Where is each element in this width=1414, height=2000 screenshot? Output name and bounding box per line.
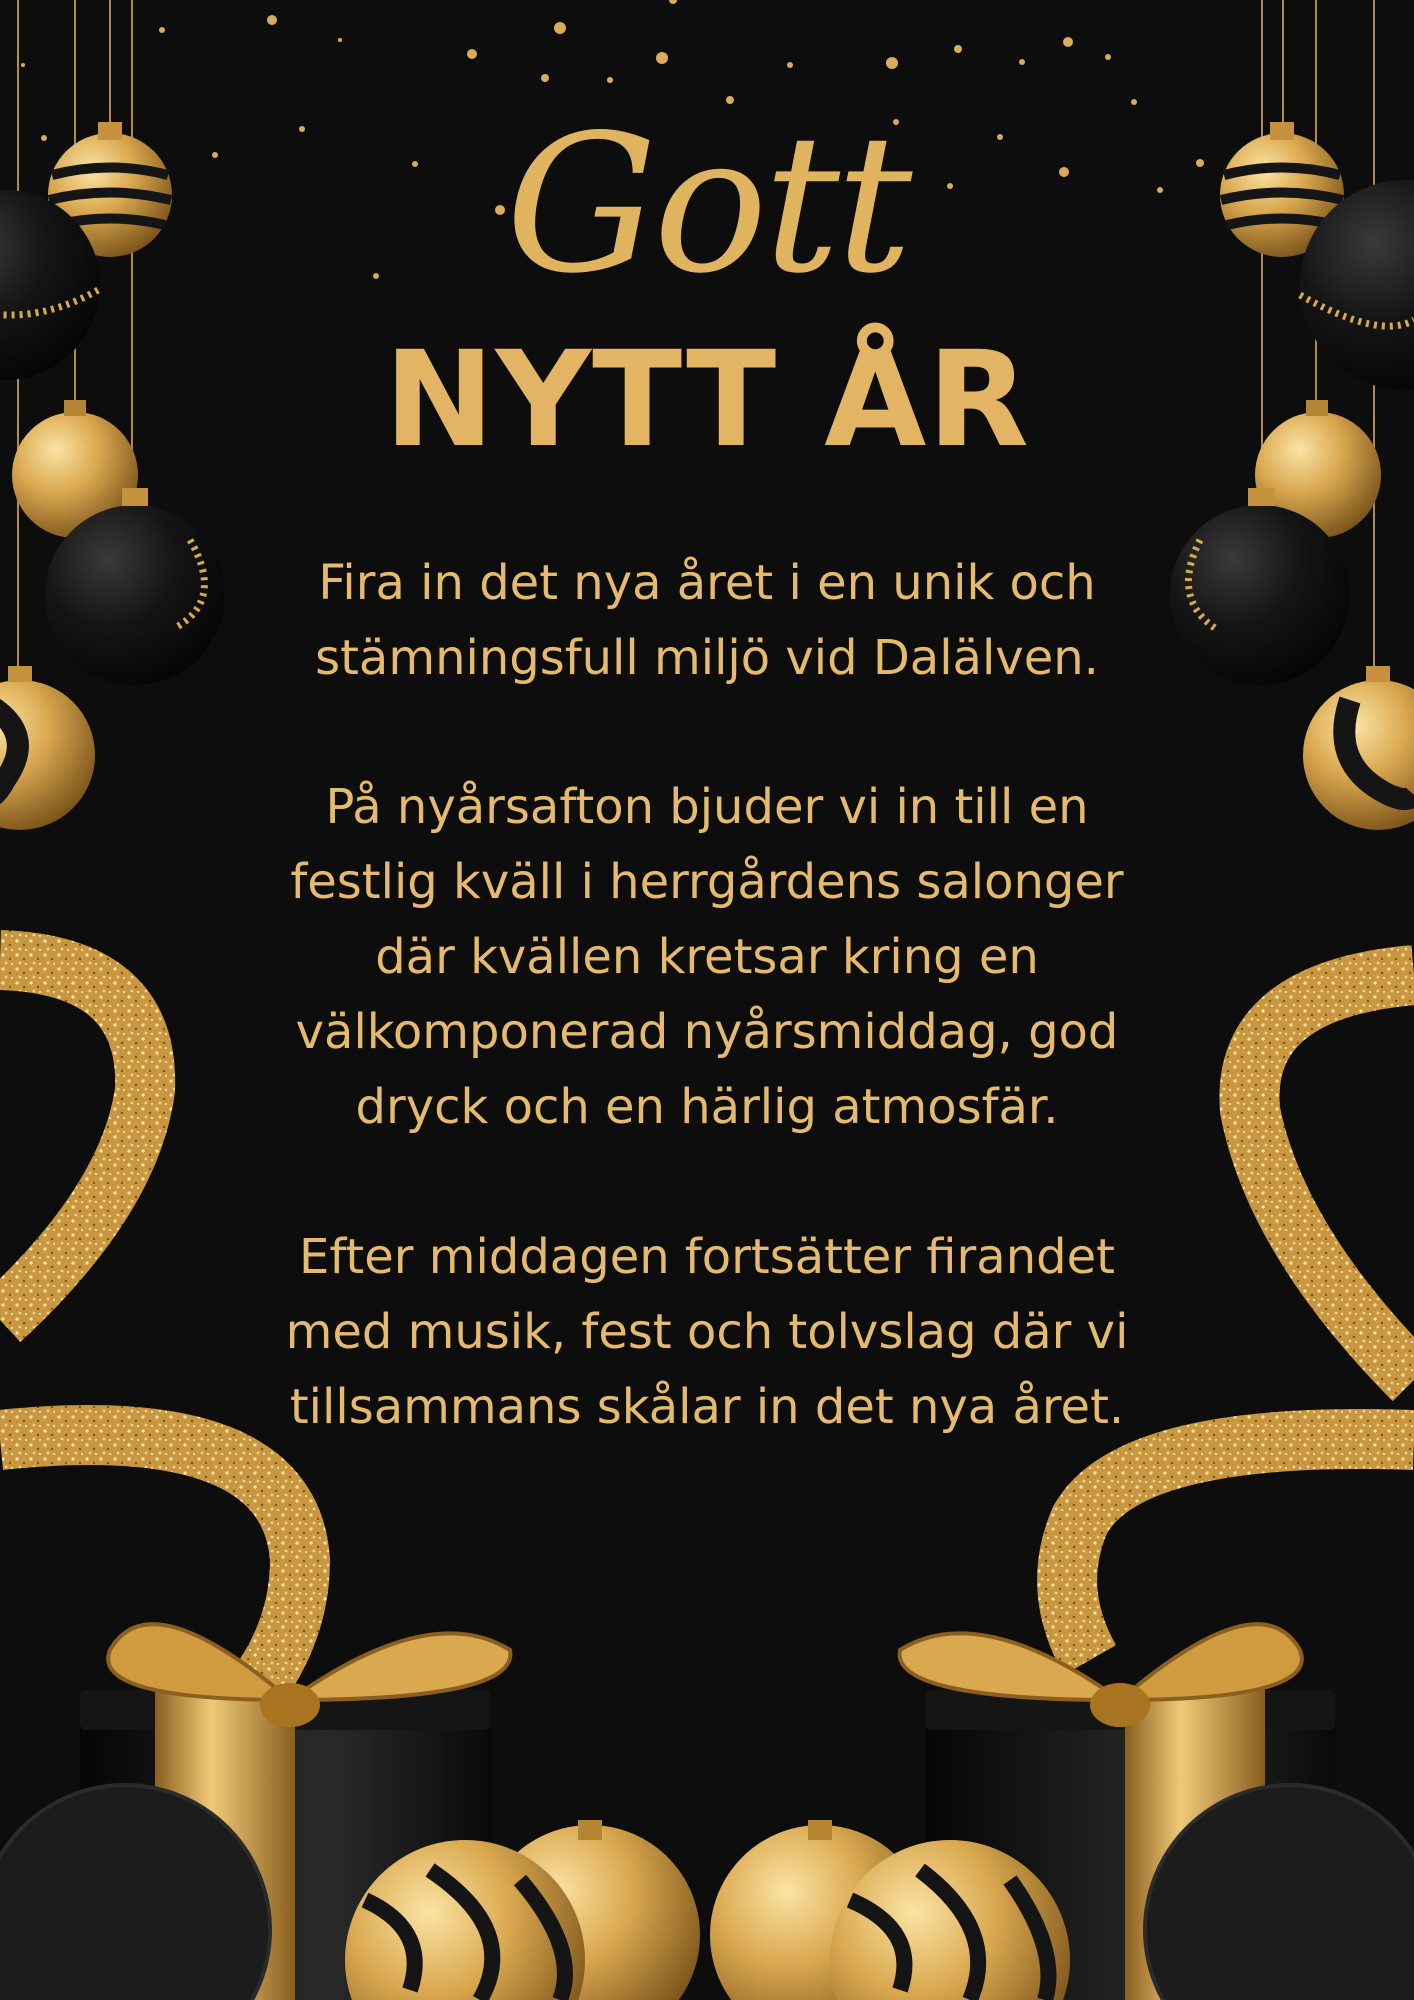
paragraph-line: stämningsfull miljö vid Dalälven. bbox=[315, 630, 1099, 686]
paragraph-line: På nyårsafton bjuder vi in till en bbox=[325, 779, 1089, 835]
title-script: Gott bbox=[505, 94, 909, 315]
title-main: NYTT ÅR bbox=[384, 323, 1030, 477]
paragraph-line: med musik, fest och tolvslag där vi bbox=[285, 1304, 1129, 1360]
paragraph-line: där kvällen kretsar kring en bbox=[375, 929, 1039, 985]
paragraph-line: Efter middagen fortsätter firandet bbox=[299, 1229, 1115, 1285]
paragraph-line: dryck och en härlig atmosfär. bbox=[355, 1079, 1059, 1135]
paragraph-line: tillsammans skålar in det nya året. bbox=[289, 1379, 1125, 1435]
paragraph-line: välkomponerad nyårsmiddag, god bbox=[295, 1004, 1119, 1060]
dinner-paragraph bbox=[257, 770, 1157, 1145]
paragraph-line: festlig kväll i herrgårdens salonger bbox=[290, 854, 1124, 910]
intro-paragraph bbox=[257, 546, 1157, 696]
party-paragraph bbox=[257, 1220, 1157, 1445]
paragraph-line: Fira in det nya året i en unik och bbox=[318, 555, 1096, 611]
